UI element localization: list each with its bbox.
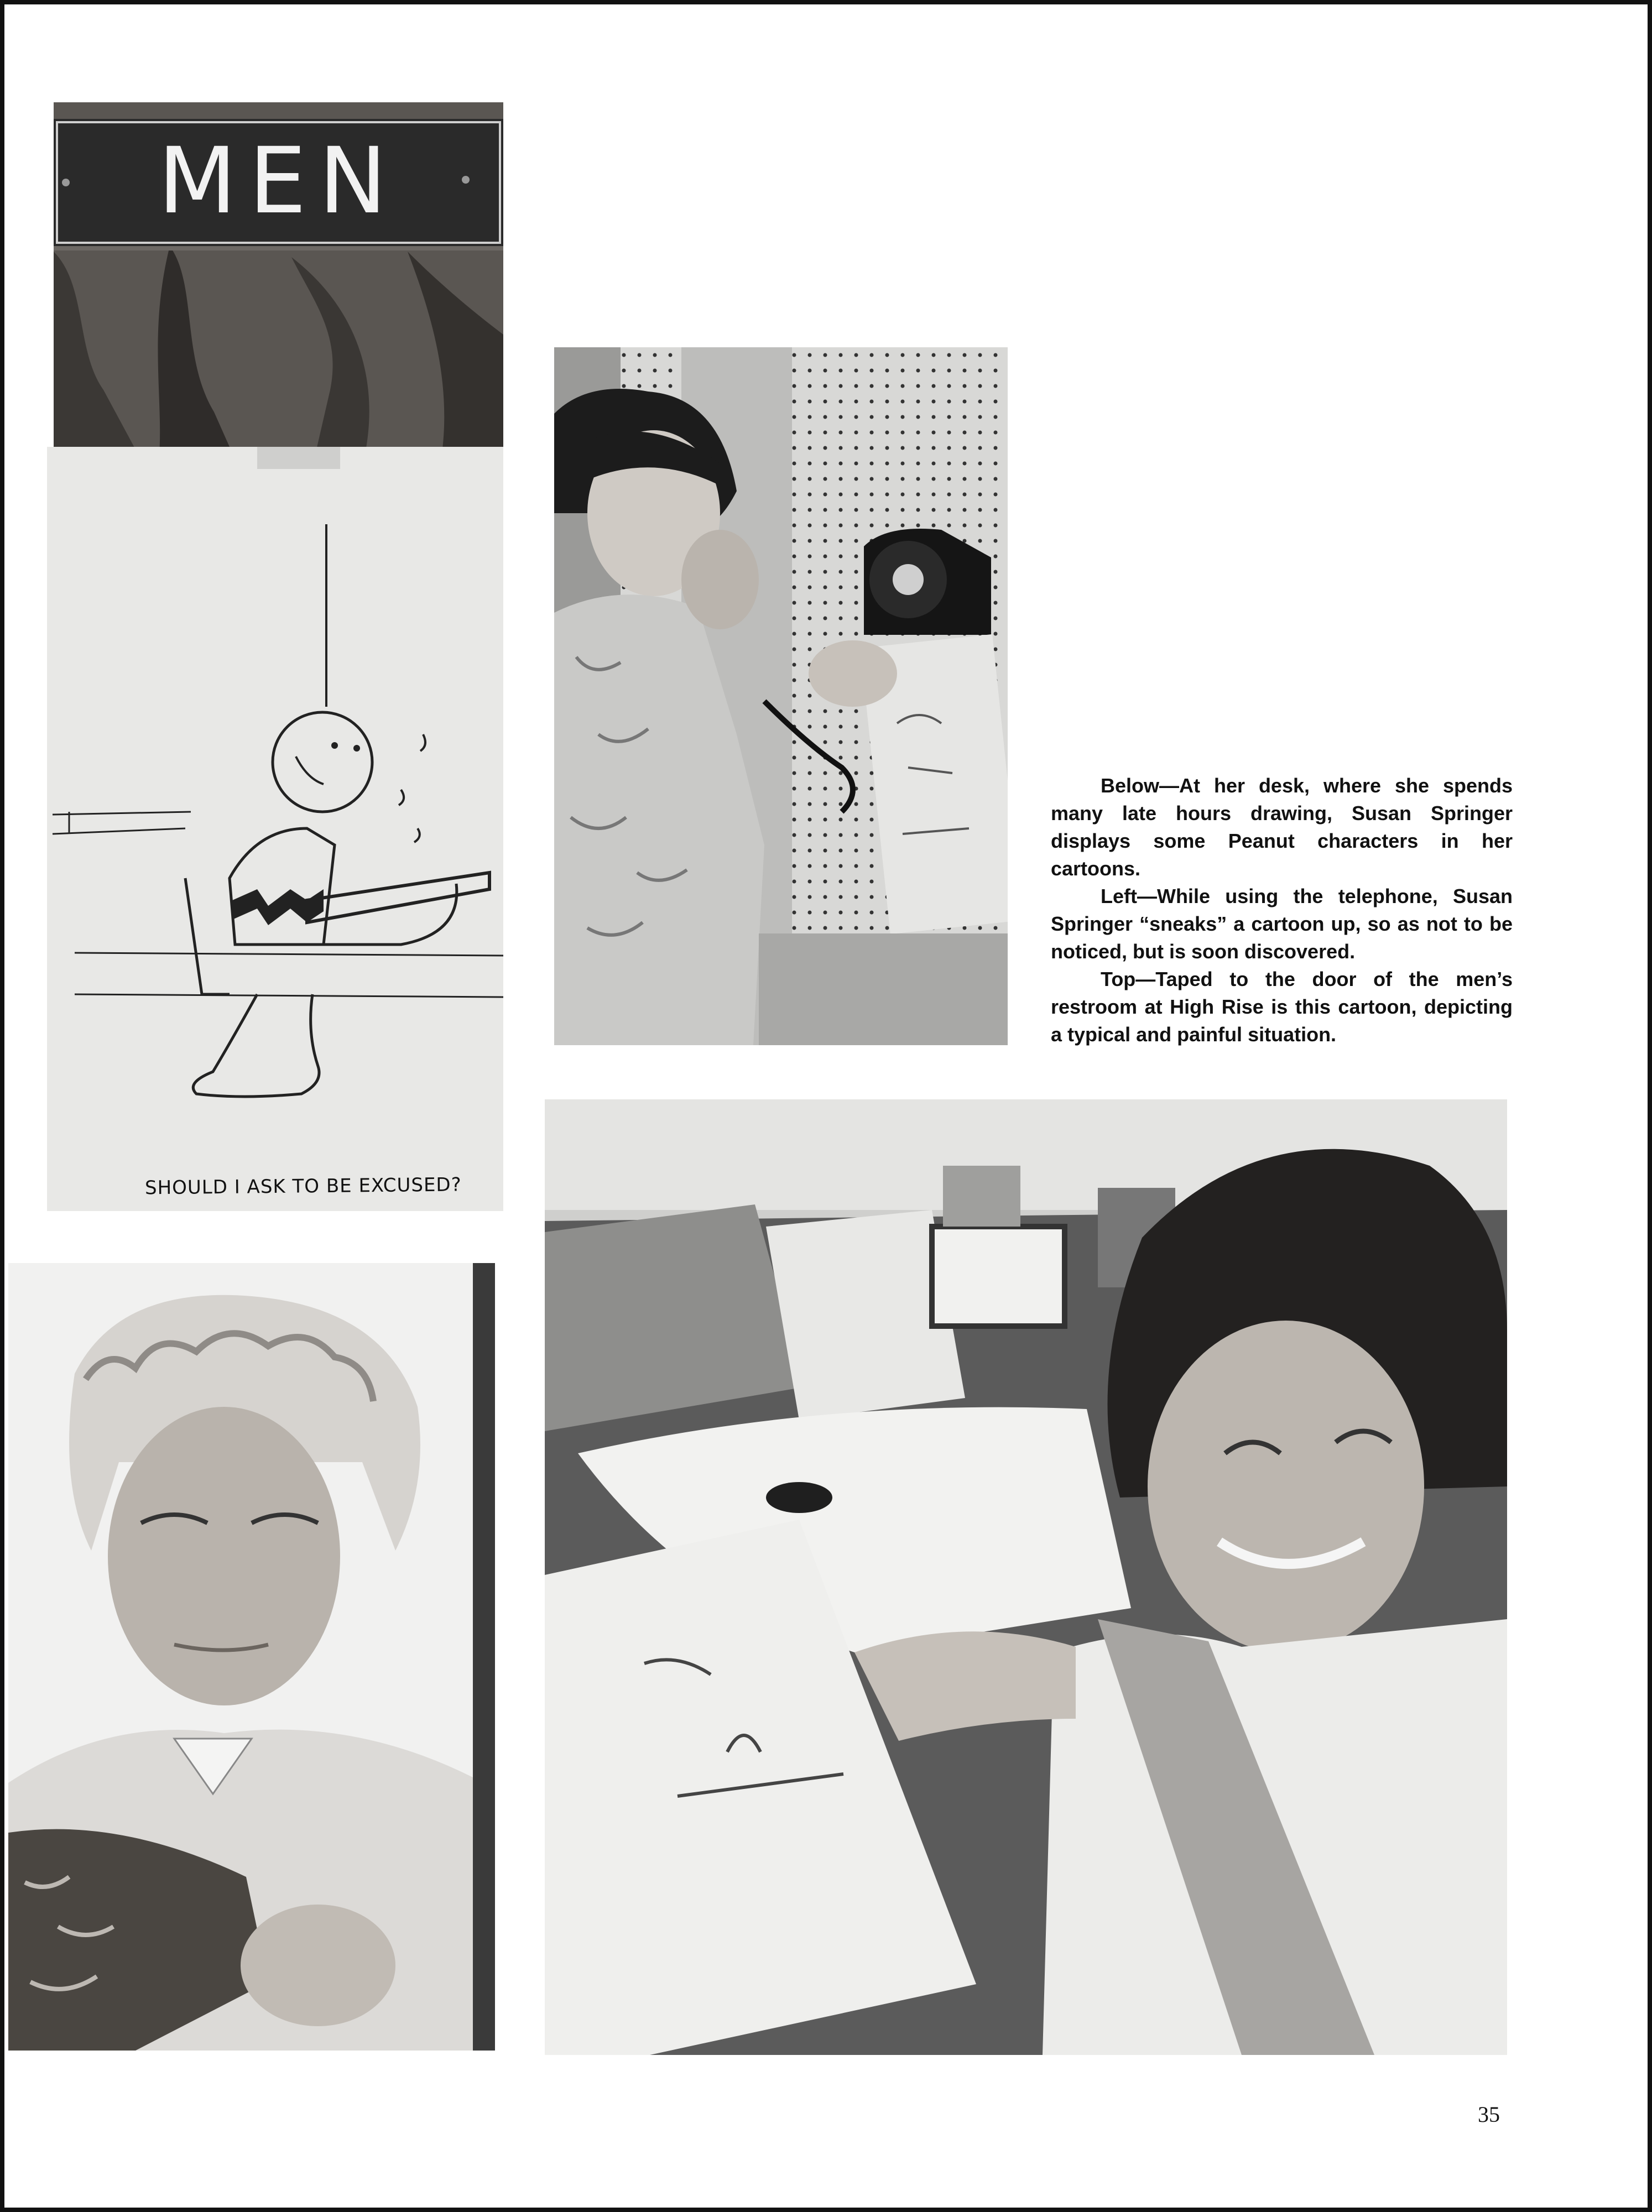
caption-top: Top—Taped to the door of the men’s restroom at High Rise is this cartoon, depicting a typical and painful situation. bbox=[1051, 968, 1513, 1046]
caption-below: Below—At her desk, where she spends many late hours drawing, Susan Springer displays some Peanut characters in her cartoons. bbox=[1051, 774, 1513, 880]
reader-photo bbox=[8, 1263, 495, 2051]
caption-block bbox=[1051, 772, 1513, 1048]
page-number: 35 bbox=[1478, 2102, 1500, 2127]
cartoon-caption: SHOULD I ASK TO BE EXCUSED? bbox=[144, 1173, 462, 1199]
desk-photo bbox=[545, 1099, 1507, 2055]
caption-left: Left—While using the telephone, Susan Springer “sneaks” a cartoon up, so as not to be noticed, but is soon discovered. bbox=[1051, 885, 1513, 963]
telephone-photo bbox=[554, 347, 1008, 1045]
men-sign-text: MEN bbox=[158, 128, 399, 234]
cartoon-photo bbox=[47, 447, 503, 1211]
